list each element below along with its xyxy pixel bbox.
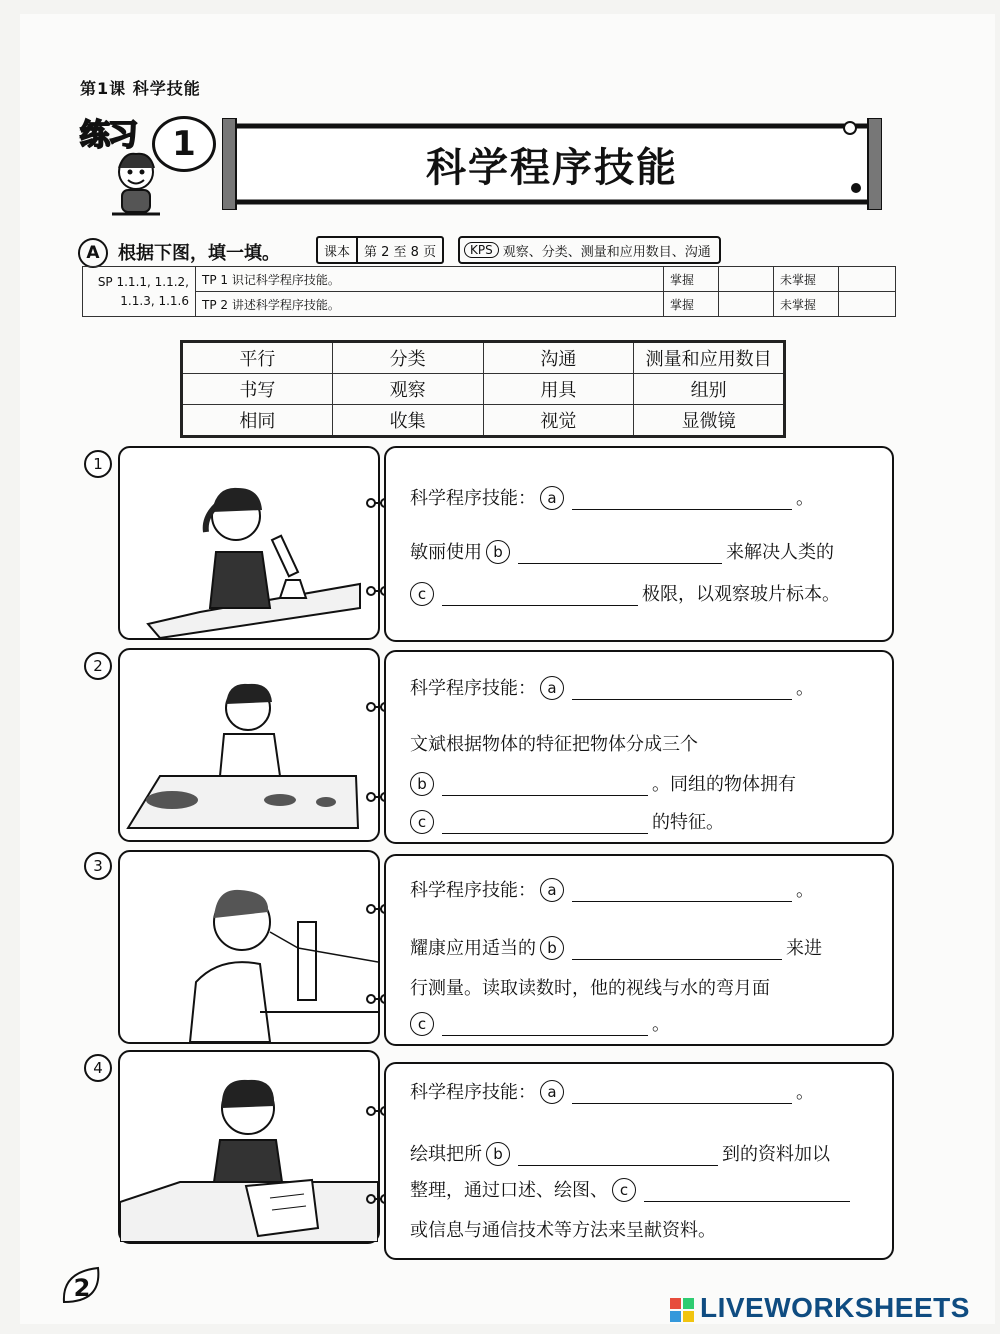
tp-2: TP 2 讲述科学程序技能。: [196, 292, 664, 317]
girl-microscope-illustration: [120, 448, 378, 638]
q1-line-2: 敏丽使用 b 来解决人类的: [410, 542, 834, 563]
boy-measuring-illustration: [120, 852, 378, 1042]
question-2-number: 2: [84, 652, 112, 680]
boy-sorting-illustration: [120, 650, 378, 840]
q4-line-2: 绘琪把所 b 到的资料加以: [410, 1144, 830, 1165]
q3-answer-c[interactable]: [442, 1017, 648, 1036]
liveworksheets-logo-icon: [668, 1296, 696, 1324]
question-4-picture: [118, 1050, 380, 1244]
word-bank-item: 测量和应用数目: [634, 342, 785, 374]
mascot-illustration: [104, 150, 168, 220]
q1-line-3: c 极限，以观察玻片标本。: [406, 580, 840, 606]
q4-answer-b[interactable]: [518, 1147, 718, 1166]
tp-1-not-mastered-label: 未掌握: [774, 267, 839, 292]
word-bank-item: 书写: [182, 374, 333, 405]
liveworksheets-watermark: LIVEWORKSHEETS: [700, 1292, 970, 1323]
word-bank-item: 组别: [634, 374, 785, 405]
q1-line-1: 科学程序技能： a 。: [410, 488, 814, 509]
q1-answer-a[interactable]: [572, 491, 792, 510]
sp-code: SP 1.1.1, 1.1.2, 1.1.3, 1.1.6: [83, 267, 196, 317]
tp-1: TP 1 识记科学程序技能。: [196, 267, 664, 292]
question-2-picture: [118, 648, 380, 842]
word-bank: [180, 340, 786, 438]
tp-1-mastered-checkbox[interactable]: [719, 267, 774, 292]
q2-line-3: b 。同组的物体拥有: [406, 770, 796, 796]
word-bank-item: 相同: [182, 405, 333, 437]
q3-answer-a[interactable]: [572, 883, 792, 902]
q2-line-4: c 的特征。: [406, 808, 724, 834]
q1-answer-c[interactable]: [442, 587, 638, 606]
textbook-pages: 第 2 至 8 页: [356, 238, 442, 262]
q3-line-1: 科学程序技能： a 。: [410, 880, 814, 901]
q3-line-4: c 。: [406, 1010, 670, 1036]
q3-line-2: 耀康应用适当的 b 来进: [410, 938, 822, 959]
q3-line-3: 行测量。读取读数时，他的视线与水的弯月面: [410, 978, 770, 999]
textbook-label: 课本: [324, 245, 351, 260]
question-1-picture: [118, 446, 380, 640]
q2-line-1: 科学程序技能： a 。: [410, 678, 814, 699]
kps-reference: [458, 236, 721, 264]
question-3-number: 3: [84, 852, 112, 880]
textbook-reference: [316, 236, 444, 264]
word-bank-item: 收集: [332, 405, 483, 437]
q3-answer-b[interactable]: [572, 941, 782, 960]
question-1-number: 1: [84, 450, 112, 478]
section-letter: A: [78, 238, 108, 268]
q2-answer-a[interactable]: [572, 681, 792, 700]
word-bank-item: 分类: [332, 342, 483, 374]
q1-answer-b[interactable]: [518, 545, 722, 564]
word-bank-item: 平行: [182, 342, 333, 374]
kps-text: 观察、分类、测量和应用数目、沟通: [502, 244, 711, 260]
word-bank-item: 视觉: [483, 405, 634, 437]
exercise-label: 练习: [80, 118, 136, 153]
tp-1-not-mastered-checkbox[interactable]: [839, 267, 896, 292]
q4-answer-c[interactable]: [644, 1183, 850, 1202]
section-instruction: 根据下图，填一填。: [118, 243, 280, 264]
tp-2-not-mastered-label: 未掌握: [774, 292, 839, 317]
word-bank-item: 沟通: [483, 342, 634, 374]
question-3-picture: [118, 850, 380, 1044]
sp-table: [82, 266, 896, 317]
chapter-heading: 第1课 科学技能: [80, 79, 201, 98]
tp-2-mastered-checkbox[interactable]: [719, 292, 774, 317]
word-bank-item: 观察: [332, 374, 483, 405]
tp-2-mastered-label: 掌握: [664, 292, 719, 317]
q4-line-3: 整理，通过口述、绘图、 c: [410, 1176, 854, 1202]
q2-answer-b[interactable]: [442, 777, 648, 796]
word-bank-item: 显微镜: [634, 405, 785, 437]
page-number: 2: [73, 1274, 91, 1302]
q4-answer-a[interactable]: [572, 1085, 792, 1104]
tp-2-not-mastered-checkbox[interactable]: [839, 292, 896, 317]
q2-answer-c[interactable]: [442, 815, 648, 834]
tp-1-mastered-label: 掌握: [664, 267, 719, 292]
girl-writing-illustration: [120, 1052, 378, 1242]
kps-badge: KPS: [464, 242, 499, 258]
q2-line-2: 文斌根据物体的特征把物体分成三个: [410, 734, 698, 755]
question-4-number: 4: [84, 1054, 112, 1082]
q4-line-1: 科学程序技能： a 。: [410, 1082, 814, 1103]
page-title: 科学程序技能: [426, 145, 678, 191]
word-bank-item: 用具: [483, 374, 634, 405]
exercise-number: 1: [152, 116, 216, 172]
q4-line-4: 或信息与通信技术等方法来呈献资料。: [410, 1220, 716, 1241]
